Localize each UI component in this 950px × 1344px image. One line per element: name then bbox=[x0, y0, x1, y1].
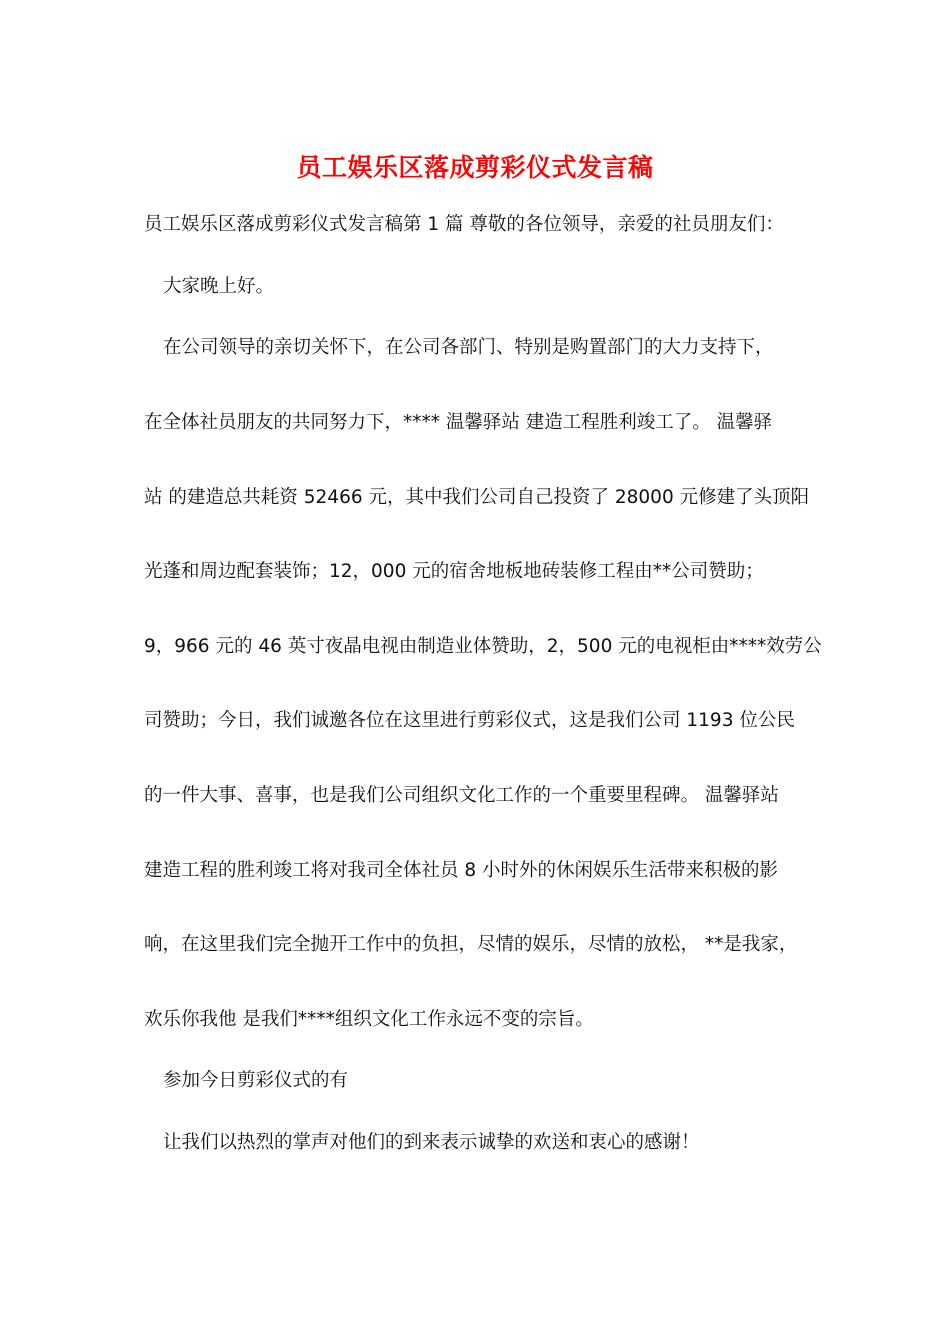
body-line-9: 的一件大事、喜事，也是我们公司组织文化工作的一个重要里程碑。 温馨驿站 bbox=[144, 785, 779, 806]
document-title: 员工娱乐区落成剪彩仪式发言稿 bbox=[296, 153, 654, 182]
body-line-2: 大家晚上好。 bbox=[163, 276, 275, 297]
body-line-10: 建造工程的胜利竣工将对我司全体社员 8 小时外的休闲娱乐生活带来积极的影 bbox=[144, 860, 779, 881]
body-line-7: 9，966 元的 46 英寸夜晶电视由制造业体赞助，2，500 元的电视柜由****效劳公 bbox=[144, 636, 822, 657]
body-line-13: 参加今日剪彩仪式的有 bbox=[163, 1070, 349, 1091]
body-line-1: 员工娱乐区落成剪彩仪式发言稿第 1 篇 尊敬的各位领导，亲爱的社员朋友们： bbox=[144, 214, 784, 235]
body-line-3: 在公司领导的亲切关怀下，在公司各部门、特别是购置部门的大力支持下， bbox=[163, 337, 774, 358]
body-line-4: 在全体社员朋友的共同努力下，**** 温馨驿站 建造工程胜利竣工了。 温馨驿 bbox=[144, 412, 773, 433]
body-line-14: 让我们以热烈的掌声对他们的到来表示诚挚的欢送和衷心的感谢！ bbox=[163, 1132, 700, 1153]
body-line-8: 司赞助；今日，我们诚邀各位在这里进行剪彩仪式，这是我们公司 1193 位公民 bbox=[144, 710, 795, 731]
body-line-5: 站 的建造总共耗资 52466 元，其中我们公司自己投资了 28000 元修建了头顶阳 bbox=[144, 487, 810, 508]
body-line-12: 欢乐你我他 是我们****组织文化工作永远不变的宗旨。 bbox=[144, 1009, 594, 1030]
body-line-11: 响，在这里我们完全抛开工作中的负担，尽情的娱乐，尽情的放松， **是我家， bbox=[144, 934, 798, 955]
body-line-6: 光蓬和周边配套装饰；12，000 元的宿舍地板地砖装修工程由**公司赞助； bbox=[144, 561, 764, 582]
